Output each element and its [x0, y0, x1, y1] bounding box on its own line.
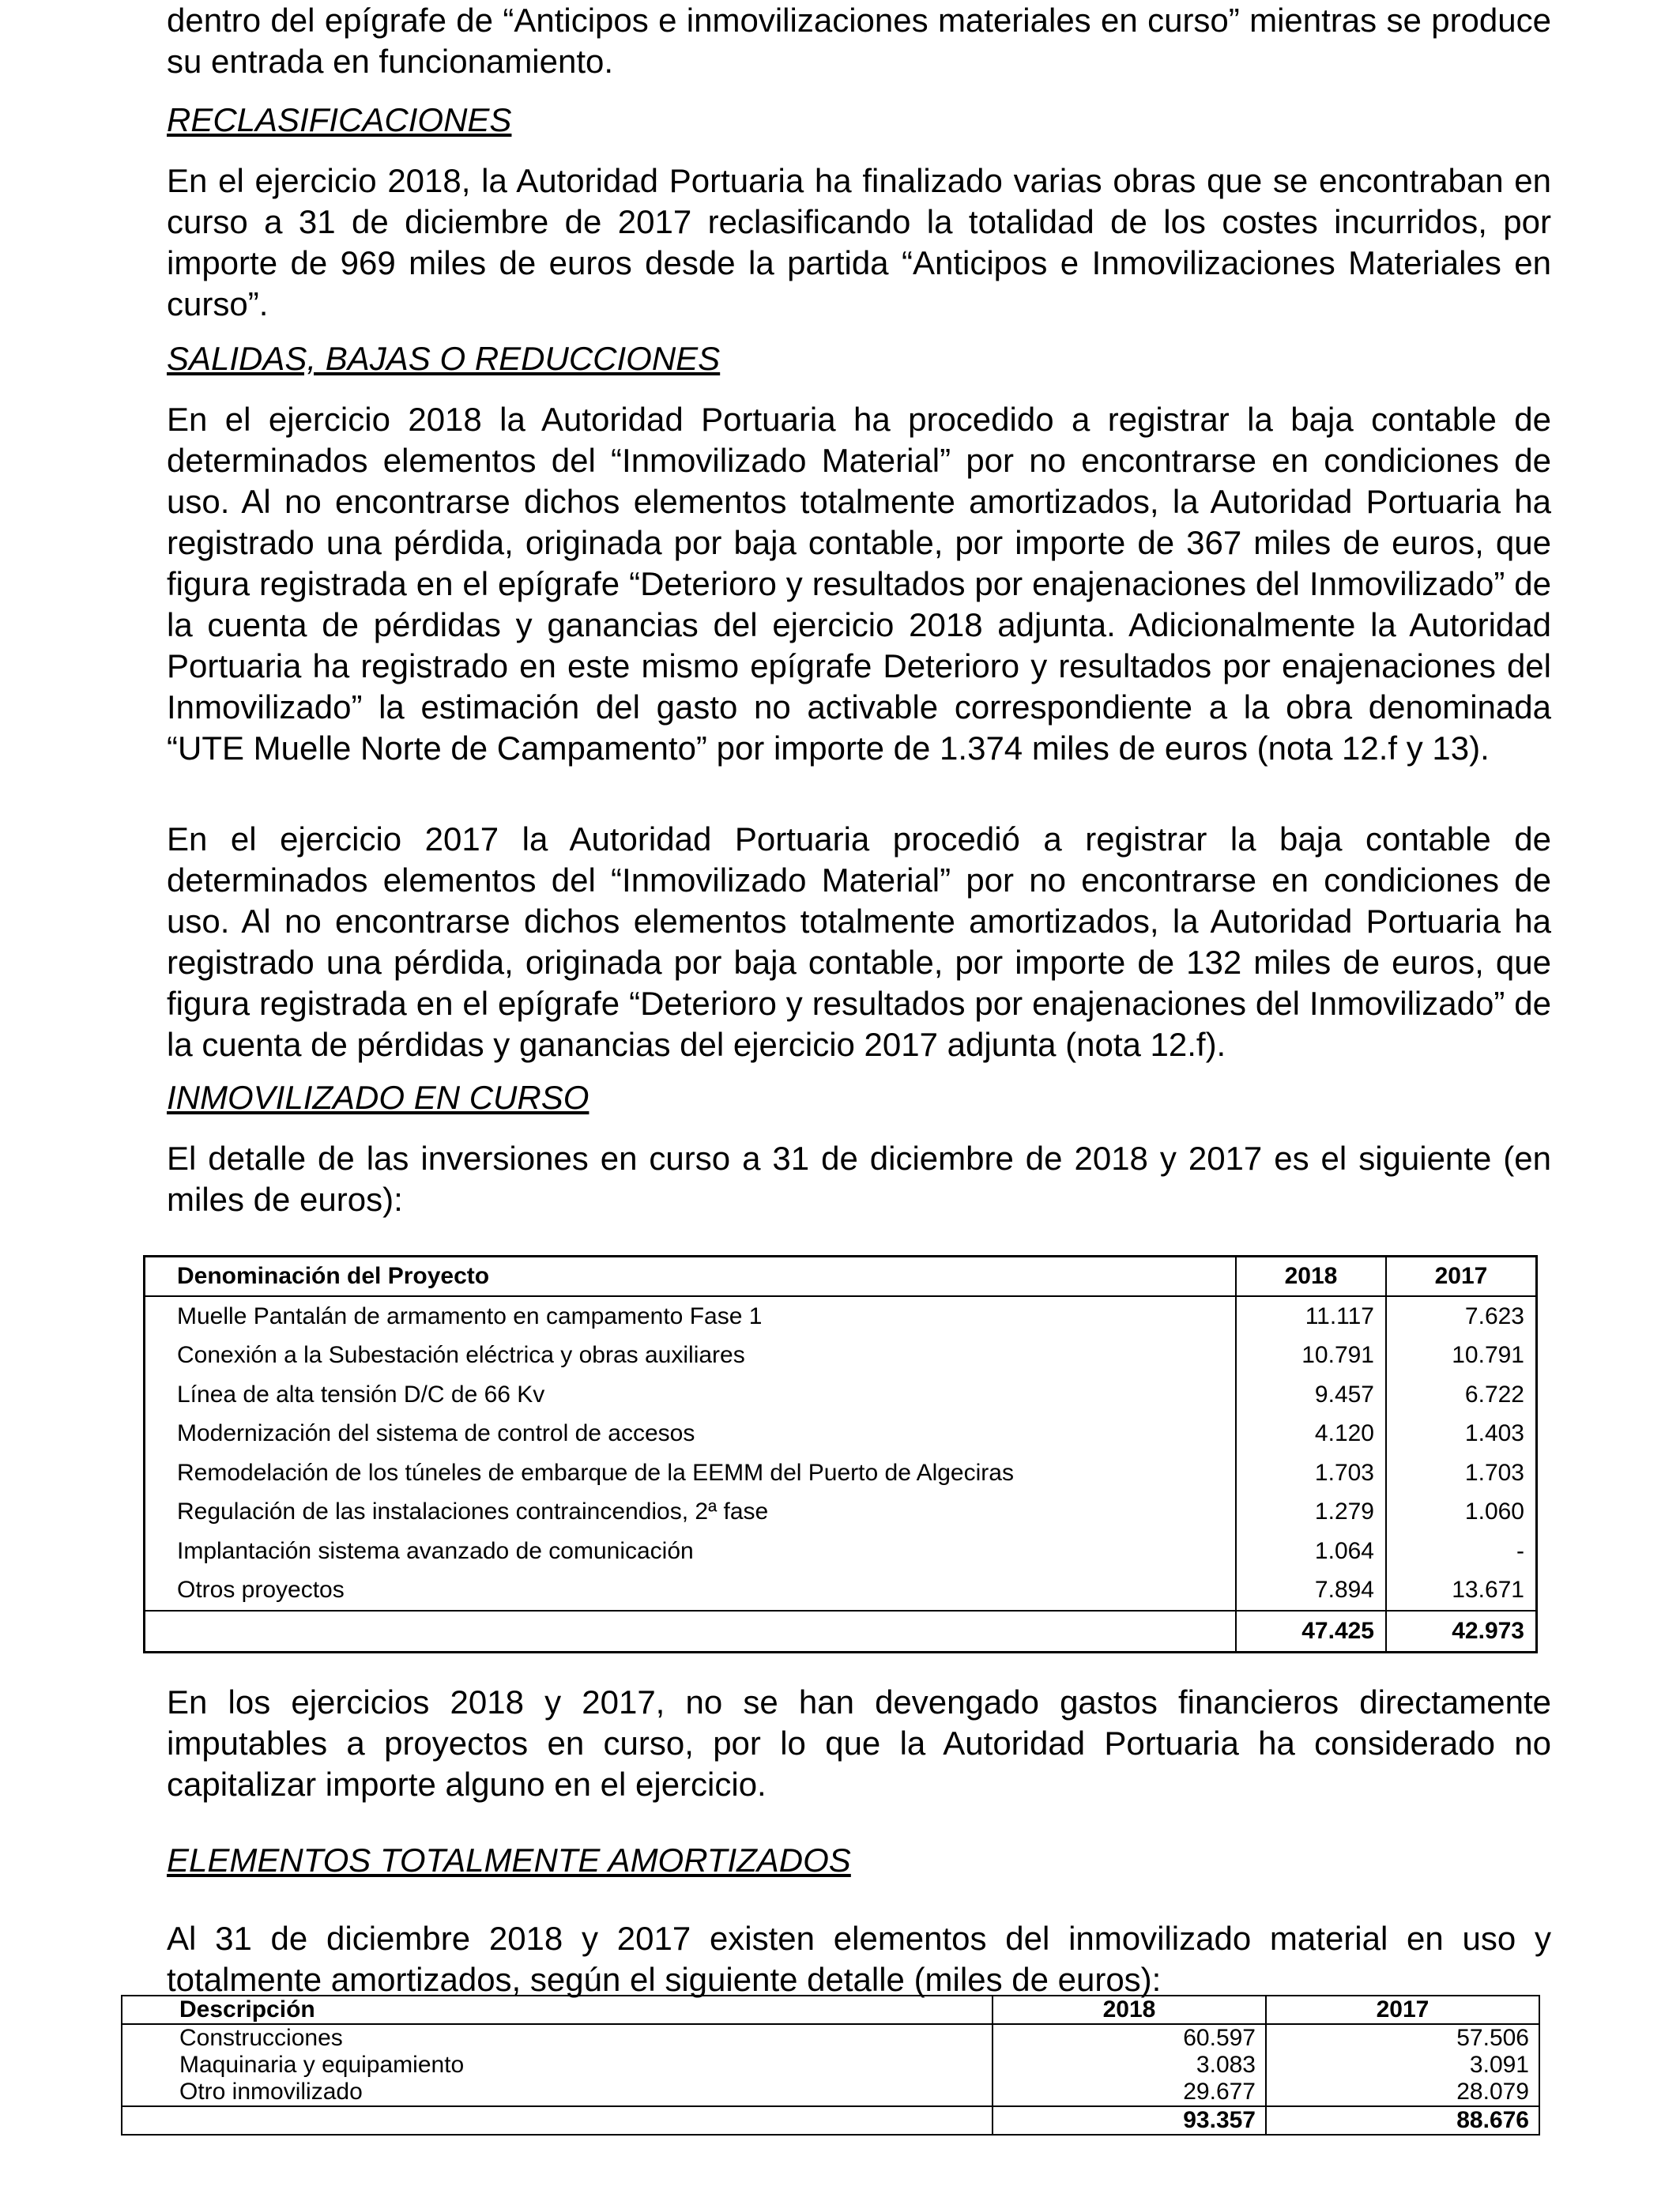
column-header-descripcion: Descripción — [122, 1996, 993, 2024]
column-header-2017: 2017 — [1386, 1257, 1537, 1297]
value-2018: 1.703 — [1236, 1453, 1386, 1493]
paragraph-intro: dentro del epígrafe de “Anticipos e inmovilizaciones materiales en curso” mientras se produce su entrada en funcionamiento. — [167, 2, 1551, 80]
heading-elementos-amortizados: ELEMENTOS TOTALMENTE AMORTIZADOS — [167, 1842, 851, 1879]
value-2018: 7.894 — [1236, 1571, 1386, 1612]
table-row — [145, 1532, 1537, 1571]
value-2017: 7.623 — [1386, 1296, 1537, 1336]
paragraph-reclasificaciones: En el ejercicio 2018, la Autoridad Portuaria ha finalizado varias obras que se encontraban en curso a 31 de diciembre de 2017 reclasificando la totalidad de los costes incurridos, por importe de 969 miles de euros desde la partida “Anticipos e Inmovilizaciones Materiales en curso”. — [167, 162, 1551, 322]
paragraph-detalle-inversiones: El detalle de las inversiones en curso a 31 de diciembre de 2018 y 2017 es el siguiente (en miles de euros): — [167, 1140, 1551, 1218]
row-label: Línea de alta tensión D/C de 66 Kv — [177, 1381, 545, 1408]
total-2018: 93.357 — [993, 2106, 1266, 2135]
total-2017: 88.676 — [1266, 2106, 1539, 2135]
value-2017: 1.060 — [1386, 1493, 1537, 1532]
value-2018: 9.457 — [1236, 1375, 1386, 1415]
total-2018: 47.425 — [1236, 1611, 1386, 1653]
value-2017: 3.091 — [1266, 2052, 1539, 2079]
value-2017: 13.671 — [1386, 1571, 1537, 1612]
table-row — [145, 1336, 1537, 1376]
table-total-row — [145, 1611, 1537, 1653]
value-2018: 1.279 — [1236, 1493, 1386, 1532]
total-label — [145, 1611, 1237, 1653]
table-header-row — [122, 1996, 1539, 2024]
inversiones-en-curso-table — [143, 1255, 1538, 1653]
row-label: Remodelación de los túneles de embarque de la EEMM del Puerto de Algeciras — [177, 1459, 1014, 1486]
row-label: Modernización del sistema de control de accesos — [177, 1420, 695, 1447]
paragraph-salidas-2017: En el ejercicio 2017 la Autoridad Portuaria procedió a registrar la baja contable de determinados elementos del “Inmovilizado Material” por no encontrarse en condiciones de uso. Al no encontrarse dichos elementos totalmente amortizados, la Autoridad Portuaria ha registrado una pérdida, originada por baja contable, por importe de 132 miles de euros, que figura registrada en el epígrafe “Deterioro y resultados por enajenaciones del Inmovilizado” de la cuenta de pérdidas y ganancias del ejercicio 2017 adjunta (nota 12.f). — [167, 820, 1551, 1063]
row-label: Construcciones — [179, 2025, 343, 2051]
paragraph-amortizados-detalle: Al 31 de diciembre 2018 y 2017 existen elementos del inmovilizado material en uso y totalmente amortizados, según el siguiente detalle (miles de euros): — [167, 1920, 1551, 1998]
row-label: Implantación sistema avanzado de comunicación — [177, 1537, 694, 1564]
value-2018: 11.117 — [1236, 1296, 1386, 1336]
value-2018: 4.120 — [1236, 1415, 1386, 1454]
table-row — [145, 1415, 1537, 1454]
value-2018: 10.791 — [1236, 1336, 1386, 1376]
table-row — [122, 2079, 1539, 2106]
value-2018: 29.677 — [993, 2079, 1266, 2106]
heading-inmovilizado-en-curso: INMOVILIZADO EN CURSO — [167, 1079, 590, 1116]
value-2018: 3.083 — [993, 2052, 1266, 2079]
table-row — [145, 1296, 1537, 1336]
column-header-2018: 2018 — [1236, 1257, 1386, 1297]
row-label: Muelle Pantalán de armamento en campamento Fase 1 — [177, 1302, 763, 1329]
table-header-row — [145, 1257, 1537, 1297]
table-row — [145, 1453, 1537, 1493]
value-2017: 28.079 — [1266, 2079, 1539, 2106]
column-header-2018: 2018 — [993, 1996, 1266, 2024]
table-row — [122, 2024, 1539, 2052]
heading-salidas: SALIDAS, BAJAS O REDUCCIONES — [167, 340, 721, 377]
value-2018: 1.064 — [1236, 1532, 1386, 1571]
value-2017: - — [1386, 1532, 1537, 1571]
value-2017: 57.506 — [1266, 2024, 1539, 2052]
row-label: Otro inmovilizado — [179, 2079, 363, 2105]
column-header-proyecto: Denominación del Proyecto — [145, 1257, 1237, 1297]
table-total-row — [122, 2106, 1539, 2135]
row-label: Conexión a la Subestación eléctrica y obras auxiliares — [177, 1342, 745, 1369]
paragraph-gastos-financieros: En los ejercicios 2018 y 2017, no se han devengado gastos financieros directamente imputables a proyectos en curso, por lo que la Autoridad Portuaria ha considerado no capitalizar importe alguno en el ejercicio. — [167, 1683, 1551, 1803]
heading-reclasificaciones: RECLASIFICACIONES — [167, 101, 512, 138]
value-2017: 6.722 — [1386, 1375, 1537, 1415]
total-2017: 42.973 — [1386, 1611, 1537, 1653]
elementos-amortizados-table — [121, 1995, 1540, 2136]
value-2017: 10.791 — [1386, 1336, 1537, 1376]
value-2018: 60.597 — [993, 2024, 1266, 2052]
value-2017: 1.703 — [1386, 1453, 1537, 1493]
row-label: Maquinaria y equipamiento — [179, 2052, 465, 2078]
table-row — [122, 2052, 1539, 2079]
paragraph-salidas-2018: En el ejercicio 2018 la Autoridad Portuaria ha procedido a registrar la baja contable de determinados elementos del “Inmovilizado Material” por no encontrarse en condiciones de uso. Al no encontrarse dichos elementos totalmente amortizados, la Autoridad Portuaria ha registrado una pérdida, originada por baja contable, por importe de 367 miles de euros, que figura registrada en el epígrafe “Deterioro y resultados por enajenaciones del Inmovilizado” de la cuenta de pérdidas y ganancias del ejercicio 2018 adjunta. Adicionalmente la Autoridad Portuaria ha registrado en este mismo epígrafe Deterioro y resultados por enajenaciones del Inmovilizado” la estimación del gasto no activable correspondiente a la obra denominada “UTE Muelle Norte de Campamento” por importe de 1.374 miles de euros (nota 12.f y 13). — [167, 401, 1551, 767]
value-2017: 1.403 — [1386, 1415, 1537, 1454]
row-label: Otros proyectos — [177, 1577, 345, 1604]
total-label — [122, 2106, 993, 2135]
table-row — [145, 1571, 1537, 1612]
table-row — [145, 1375, 1537, 1415]
table-row — [145, 1493, 1537, 1532]
column-header-2017: 2017 — [1266, 1996, 1539, 2024]
row-label: Regulación de las instalaciones contraincendios, 2ª fase — [177, 1498, 769, 1525]
